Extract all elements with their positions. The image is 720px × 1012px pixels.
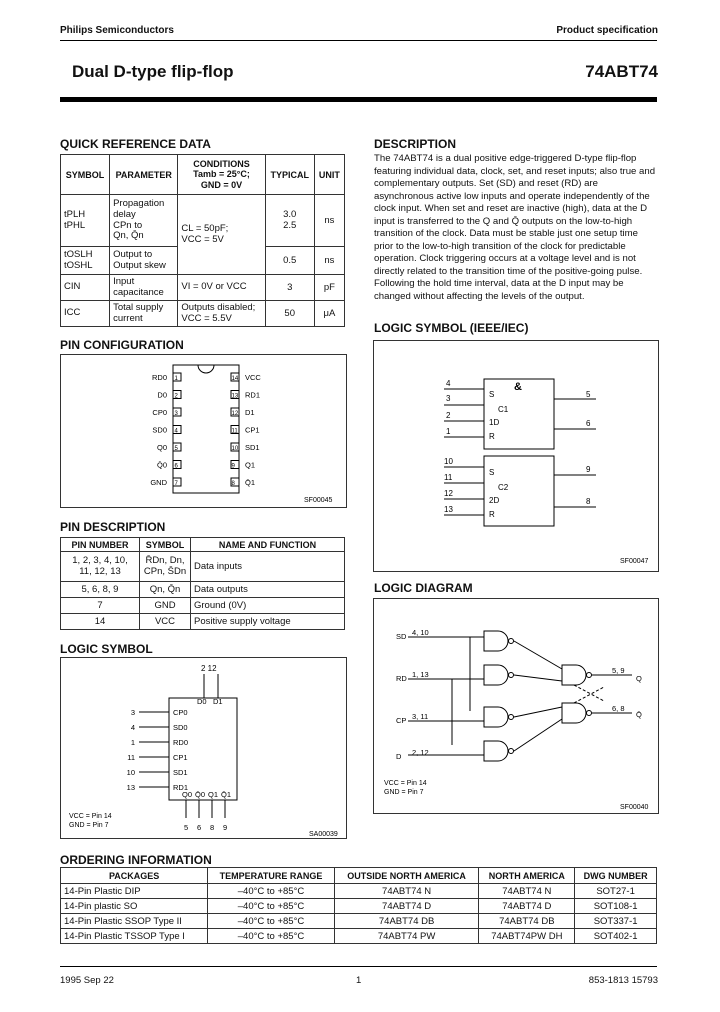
company-name: Philips Semiconductors xyxy=(60,25,174,36)
cell: Data outputs xyxy=(191,582,345,598)
ieee-heading: LOGIC SYMBOL (IEEE/IEC) xyxy=(374,321,529,335)
footer-rule xyxy=(60,966,657,967)
ord-col: TEMPERATURE RANGE xyxy=(208,868,334,884)
ls-pin-number: 5 xyxy=(184,823,189,832)
ieee-code: SF00047 xyxy=(620,558,649,565)
pin-config-figure xyxy=(60,354,347,508)
cell: Qn, Q̄n xyxy=(140,582,191,598)
ls-pin-label: RD1 xyxy=(173,783,189,792)
ieee-symbol-figure xyxy=(373,340,659,572)
pin-config-code: SF00045 xyxy=(304,497,333,504)
cell: –40°C to +85°C xyxy=(208,884,334,899)
pin-config-heading: PIN CONFIGURATION xyxy=(60,338,184,352)
cell: 14-Pin plastic SO xyxy=(61,899,208,914)
ls-pin-number: 9 xyxy=(223,823,228,832)
ordering-table xyxy=(60,867,657,944)
pin-number: 12 xyxy=(231,411,239,417)
ls-pin-number: 8 xyxy=(210,823,215,832)
pin-number: 6 xyxy=(174,463,178,470)
pin-number: 7 xyxy=(174,481,178,487)
pin-label: RD1 xyxy=(245,390,261,400)
ls-pin-label: SD1 xyxy=(173,768,188,777)
cell: Output to Output skew xyxy=(110,247,178,275)
qr-col-symbol: SYMBOL xyxy=(61,155,110,195)
ls-pin-number: 4 xyxy=(130,723,135,732)
ls-bottom-label: Q̄0 xyxy=(195,790,206,799)
table-row xyxy=(61,275,345,301)
part-number: 74ABT74 xyxy=(585,62,658,81)
cell: 74ABT74 D xyxy=(479,899,575,914)
table-row xyxy=(61,614,345,630)
qr-col-typical: TYPICAL xyxy=(265,155,314,195)
ieee-label: R xyxy=(489,510,495,519)
pin-desc-heading: PIN DESCRIPTION xyxy=(60,520,166,534)
cell: ns xyxy=(314,247,344,275)
ld-input-label: SD xyxy=(396,632,407,641)
ls-pin-label: RD0 xyxy=(173,738,189,747)
cell: μA xyxy=(314,301,344,327)
pd-col: NAME AND FUNCTION xyxy=(191,538,345,552)
cell: 1, 2, 3, 4, 10, 11, 12, 13 xyxy=(61,552,140,582)
cell: 74ABT74 N xyxy=(479,884,575,899)
cell: pF xyxy=(314,275,344,301)
ls-note-1: VCC = Pin 14 xyxy=(69,813,112,820)
ieee-pin: 10 xyxy=(444,457,453,466)
pin-number: 5 xyxy=(174,446,178,452)
ld-input-pins: 3, 11 xyxy=(412,712,429,721)
pin-number: 14 xyxy=(231,376,239,382)
ieee-pin: 11 xyxy=(444,473,453,482)
ls-pin-number: 6 xyxy=(197,823,202,832)
cell: 74ABT74 DB xyxy=(479,914,575,929)
ls-top-label: D0 xyxy=(197,697,207,706)
ieee-pin: 3 xyxy=(446,394,451,403)
cell: VI = 0V or VCC xyxy=(178,275,265,301)
ls-top-label: D1 xyxy=(213,697,223,706)
ld-output-label: Q xyxy=(636,674,642,683)
table-row xyxy=(61,301,345,327)
ord-col: DWG NUMBER xyxy=(575,868,657,884)
pin-label: CP1 xyxy=(245,425,260,435)
qr-col-parameter: PARAMETER xyxy=(110,155,178,195)
ieee-pin: 2 xyxy=(446,411,451,420)
ld-note-1: VCC = Pin 14 xyxy=(384,780,427,787)
ieee-amp: & xyxy=(514,381,522,393)
cell: 3 xyxy=(265,275,314,301)
cell: 74ABT74 N xyxy=(334,884,479,899)
ls-pin-number: 1 xyxy=(130,738,135,747)
cell: VCC xyxy=(140,614,191,630)
pin-label: GND xyxy=(150,478,167,487)
pin-number: 8 xyxy=(231,481,235,487)
ld-input-pins: 1, 13 xyxy=(412,670,429,679)
quick-ref-heading: QUICK REFERENCE DATA xyxy=(60,137,211,151)
cell: 14-Pin Plastic SSOP Type II xyxy=(61,914,208,929)
cell: SOT27-1 xyxy=(575,884,657,899)
cell: 14 xyxy=(61,614,140,630)
ls-note-2: GND = Pin 7 xyxy=(69,822,109,829)
title-rule xyxy=(60,97,657,102)
ld-input-label: CP xyxy=(396,716,407,725)
ieee-pin: 6 xyxy=(586,419,591,428)
table-row xyxy=(61,552,345,582)
pin-label: Q1 xyxy=(245,460,256,470)
pin-number: 1 xyxy=(174,376,178,382)
footer-date: 1995 Sep 22 xyxy=(60,975,114,986)
ls-pin-number: 11 xyxy=(127,753,135,762)
pin-label: VCC xyxy=(245,373,261,382)
description-text: The 74ABT74 is a dual positive edge-triggered D-type flip-flop featuring individual data, clock, set, and reset inputs; also true and complementary outputs. Set (SD) and reset (RD) are asynchronous active low inputs and operate independently of the clock input. When set and reset are inactive (high), data at the D input is transferred to the Q and Q̄ outputs on the low-to-high transition of the clock. Data must be stable just one setup time prior to the low-to-high transition of the clock for predictable operation. Clock triggering occurs at a voltage level and is not directly related to the transition time of the positive-going pulse. Following the hold time interval, data at the D input may be changed without affecting the levels of the output. xyxy=(374,153,656,302)
cell: 14-Pin Plastic TSSOP Type I xyxy=(61,929,208,944)
ieee-label: 1D xyxy=(489,418,500,427)
ieee-pin: 13 xyxy=(444,505,453,514)
ls-pin-number: 13 xyxy=(126,783,135,792)
cell: ICC xyxy=(61,301,110,327)
ls-pin-number: 3 xyxy=(130,708,135,717)
ord-col: NORTH AMERICA xyxy=(479,868,575,884)
cell: Input capacitance xyxy=(110,275,178,301)
pin-number: 4 xyxy=(174,428,178,435)
cell: 50 xyxy=(265,301,314,327)
ord-col: PACKAGES xyxy=(61,868,208,884)
cell: Outputs disabled; VCC = 5.5V xyxy=(178,301,265,327)
cell: –40°C to +85°C xyxy=(208,899,334,914)
pin-number: 10 xyxy=(231,446,239,452)
table-row xyxy=(61,884,657,899)
ieee-pin: 8 xyxy=(586,497,591,506)
pin-number: 13 xyxy=(231,393,239,400)
ld-input-pins: 4, 10 xyxy=(412,628,429,637)
cell: Total supply current xyxy=(110,301,178,327)
doc-type: Product specification xyxy=(556,25,658,36)
cell: CIN xyxy=(61,275,110,301)
cell: SOT337-1 xyxy=(575,914,657,929)
ord-col: OUTSIDE NORTH AMERICA xyxy=(334,868,479,884)
cell: Propagation delay CPn to Qn, Q̄n xyxy=(110,195,178,247)
cell: CL = 50pF; VCC = 5V xyxy=(178,195,265,275)
pin-label: Q0 xyxy=(156,443,167,452)
ieee-pin: 12 xyxy=(444,489,453,498)
ieee-pin: 9 xyxy=(586,465,591,474)
cell: 74ABT74PW DH xyxy=(479,929,575,944)
cell: tOSLH tOSHL xyxy=(61,247,110,275)
ieee-label: 2D xyxy=(489,496,500,505)
footer-code: 853-1813 15793 xyxy=(588,975,658,986)
ieee-pin: 1 xyxy=(446,427,451,436)
table-row xyxy=(61,914,657,929)
ieee-label: C2 xyxy=(498,483,509,492)
pin-label: RD0 xyxy=(151,373,167,382)
ld-output-pins: 6, 8 xyxy=(612,704,625,713)
logic-symbol-heading: LOGIC SYMBOL xyxy=(60,642,153,656)
pin-number: 11 xyxy=(231,428,238,435)
cell: 3.0 2.5 xyxy=(265,195,314,247)
cell: 74ABT74 D xyxy=(334,899,479,914)
cell: Positive supply voltage xyxy=(191,614,345,630)
cell: Ground (0V) xyxy=(191,598,345,614)
ls-pin-label: CP1 xyxy=(173,753,188,762)
cell: 7 xyxy=(61,598,140,614)
cell: SOT108-1 xyxy=(575,899,657,914)
ieee-label: C1 xyxy=(498,405,509,414)
cell: –40°C to +85°C xyxy=(208,914,334,929)
footer-page: 1 xyxy=(356,975,362,986)
qr-col-unit: UNIT xyxy=(314,155,344,195)
table-row xyxy=(61,598,345,614)
ieee-label: S xyxy=(489,468,495,477)
logic-symbol-figure xyxy=(60,657,347,839)
table-row xyxy=(61,582,345,598)
ld-note-2: GND = Pin 7 xyxy=(384,789,424,796)
pin-desc-table xyxy=(60,537,345,630)
ls-pin-number: 10 xyxy=(126,768,135,777)
logic-diagram-heading: LOGIC DIAGRAM xyxy=(374,581,473,595)
ld-input-pins: 2, 12 xyxy=(412,748,429,757)
cell: 0.5 xyxy=(265,247,314,275)
ieee-label: R xyxy=(489,432,495,441)
header-rule xyxy=(60,40,657,41)
cell: Data inputs xyxy=(191,552,345,582)
pin-label: D1 xyxy=(245,408,255,417)
ieee-label: S xyxy=(489,390,495,399)
cell: GND xyxy=(140,598,191,614)
ls-bottom-label: Q0 xyxy=(182,790,193,799)
cell: R̄Dn, Dn, CPn, S̄Dn xyxy=(140,552,191,582)
page-title: Dual D-type flip-flop xyxy=(72,62,234,81)
pin-label: SD0 xyxy=(152,425,167,435)
ld-output-pins: 5, 9 xyxy=(612,666,625,675)
description-heading: DESCRIPTION xyxy=(374,137,457,151)
ls-bottom-label: Q1 xyxy=(208,790,219,799)
ls-bottom-label: Q̄1 xyxy=(221,790,232,799)
cell: ns xyxy=(314,195,344,247)
pin-label: CP0 xyxy=(152,408,167,417)
table-row xyxy=(61,929,657,944)
cell: 14-Pin Plastic DIP xyxy=(61,884,208,899)
pin-number: 9 xyxy=(231,463,235,470)
ieee-pin: 5 xyxy=(586,390,591,399)
pin-number: 3 xyxy=(174,411,178,417)
table-row xyxy=(61,899,657,914)
ld-input-label: RD xyxy=(396,674,407,683)
ls-top-pins: 2 12 xyxy=(201,664,217,673)
cell: 74ABT74 PW xyxy=(334,929,479,944)
pd-col: PIN NUMBER xyxy=(61,538,140,552)
pd-col: SYMBOL xyxy=(140,538,191,552)
ordering-heading: ORDERING INFORMATION xyxy=(60,853,212,867)
ls-pin-label: SD0 xyxy=(173,723,188,732)
ld-input-label: D xyxy=(396,752,402,761)
cell: SOT402-1 xyxy=(575,929,657,944)
pin-label: SD1 xyxy=(245,443,260,452)
pin-label: Q̄0 xyxy=(156,460,167,470)
quick-ref-table xyxy=(60,154,345,327)
pin-label: Q̄1 xyxy=(245,478,256,487)
cell: 74ABT74 DB xyxy=(334,914,479,929)
ls-code: SA00039 xyxy=(309,831,338,838)
ld-output-label: Q̄ xyxy=(636,710,642,719)
cell: 5, 6, 8, 9 xyxy=(61,582,140,598)
ld-code: SF00040 xyxy=(620,804,649,811)
pin-label: D0 xyxy=(157,390,167,400)
pin-number: 2 xyxy=(174,393,178,400)
table-row xyxy=(61,195,345,247)
cell: –40°C to +85°C xyxy=(208,929,334,944)
logic-diagram-figure xyxy=(373,598,659,814)
ieee-pin: 4 xyxy=(446,379,451,388)
ls-pin-label: CP0 xyxy=(173,708,188,717)
cell: tPLH tPHL xyxy=(61,195,110,247)
qr-col-conditions: CONDITIONS Tamb = 25°C; GND = 0V xyxy=(178,155,265,195)
